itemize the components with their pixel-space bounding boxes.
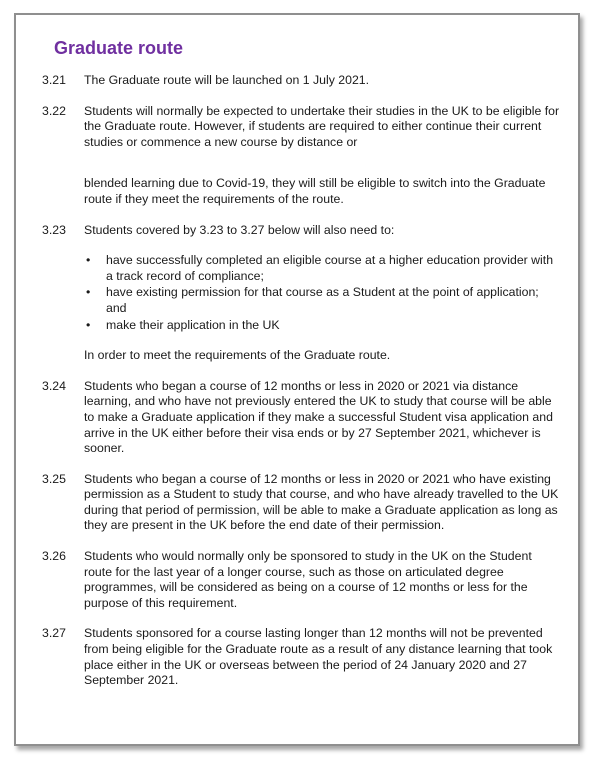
list-item-text: have existing permission for that course as a Student at the point of application; and: [106, 285, 539, 315]
list-item: [84, 253, 562, 284]
paragraph-3-21: [42, 73, 562, 89]
paragraph-number: 3.27: [42, 626, 66, 641]
paragraph-text: Students covered by 3.23 to 3.27 below will also need to:: [84, 222, 395, 237]
paragraph-3-25: [42, 472, 562, 534]
list-item-text: make their application in the UK: [106, 317, 280, 332]
paragraph-number: 3.22: [42, 103, 66, 118]
paragraph-3-22-continuation: blended learning due to Covid-19, they will still be eligible to switch into the Graduate route if they meet the requirements of the route.: [84, 176, 546, 206]
paragraph-3-24: [42, 379, 562, 457]
list-item-text: have successfully completed an eligible course at a higher education provider with a track record of compliance;: [106, 253, 554, 283]
paragraph-number: 3.26: [42, 549, 66, 564]
paragraph-number: 3.21: [42, 73, 66, 87]
requirements-list: [84, 253, 562, 333]
paragraph-text: Students will normally be expected to undertake their studies in the UK to be eligible for the Graduate route. However, if students are required to either continue their current studies or commence a new course by distance or: [84, 103, 560, 149]
paragraph-3-23: [42, 223, 562, 239]
paragraph-text: Students who began a course of 12 months or less in 2020 or 2021 who have existing permission as a Student to study that course, and who have already travelled to the UK during that period of permission, will be able to make a Graduate application as long as they are present in the UK before the end date of their permission.: [84, 471, 559, 533]
paragraph-text: Students who would normally only be sponsored to study in the UK on the Student route for the last year of a longer course, such as those on articulated degree programmes, will be considered as being on a course of 12 months or less for the purpose of this requirement.: [84, 549, 532, 610]
paragraph-3-22: [42, 104, 562, 151]
page-gap: [42, 150, 562, 176]
list-item: [84, 318, 562, 334]
list-item: [84, 285, 562, 316]
paragraph-number: 3.23: [42, 222, 66, 237]
paragraph-text: The Graduate route will be launched on 1 July 2021.: [84, 73, 370, 87]
paragraph-number: 3.25: [42, 471, 66, 486]
bullet-icon: •: [86, 253, 91, 268]
paragraph-3-27: [42, 626, 562, 688]
paragraph-3-23-note: In order to meet the requirements of the Graduate route.: [84, 348, 391, 363]
bullet-icon: •: [86, 285, 91, 300]
paragraph-3-26: [42, 549, 562, 611]
bullet-icon: •: [86, 317, 91, 332]
paragraph-number: 3.24: [42, 378, 66, 393]
document-body: [42, 37, 562, 704]
document-frame: [14, 13, 580, 746]
paragraph-text: Students sponsored for a course lasting longer than 12 months will not be prevented from being eligible for the Graduate route as a result of any distance learning that took place either in the UK or overseas between the period of 24 January 2020 and 27 September 2021.: [84, 626, 553, 688]
section-title: Graduate route: [54, 38, 184, 58]
paragraph-text: Students who began a course of 12 months or less in 2020 or 2021 via distance learning, and who have not previously entered the UK to study that course will be able to make a Graduate application if they make a successful Student visa application and arrive in the UK either before their visa ends or by 27 September 2021, whichever is sooner.: [84, 378, 553, 456]
